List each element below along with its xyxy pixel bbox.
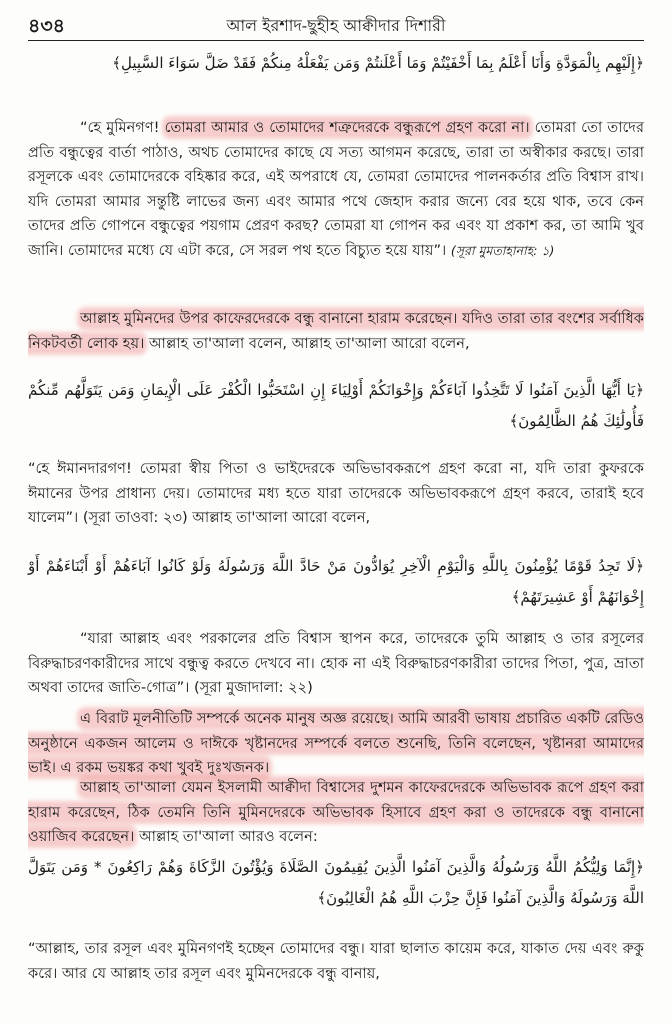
page-number: ৪৩৪: [28, 15, 66, 37]
translation-paragraph-3: [28, 457, 644, 531]
quote-open: “হে মুমিনগণ!: [80, 119, 165, 136]
body-text: তোমরা তো তাদের প্রতি বন্ধুত্বের বার্তা পাঠাও, অথচ তোমাদের কাছে যে সত্য আগমন করেছে, তারা তা অস্বীকার করছে। তারা রসূলকে এবং তোমাদেরকে বহিষ্কার করে, এই অপরাধে যে, তোমরা তোমাদের পালনকর্তার প্রতি বিশ্বাস রাখ। যদি তোমরা আমার সন্তুষ্টি লাভের জন্য এবং আমার পথে জেহাদ করার জন্যে বের হয়ে থাক, তবে কেন তাদের প্রতি গোপনে বন্ধুত্বের পয়গাম প্রেরণ করছ? তোমরা যা গোপন কর এবং যা প্রকাশ কর, তা আমি খুব জানি। তোমাদের মধ্যে যে এটা করে, সে সরল পথ হতে বিচ্যুত হয়ে যায়”।: [28, 119, 645, 259]
highlighted-text: আল্লাহ মুমিনদের উপর কাফেরদেরকে বন্ধু বানানো হারাম করেছেন। যদিও তারা তার বংশের সর্বাধিক নিকটবর্তী লোক হয়।: [28, 310, 644, 352]
paragraph-text: [28, 307, 644, 356]
translation-paragraph-4: [28, 627, 644, 701]
paragraph-text: “হে ঈমানদারগণ! তোমরা স্বীয় পিতা ও ভাইদেরকে অভিভাবকরূপে গ্রহণ করো না, যদি তারা কুফরকে ঈমানের উপর প্রাধান্য দেয়। তোমাদের মধ্য হতে যারা তাদেরকে অভিভাবকরূপে গ্রহণ করবে, তারাই হবে যালেম”। (সূরা তাওবা: ২৩) আল্লাহ তা'আলা আরো বলেন,: [28, 460, 644, 527]
arabic-verse-2: [28, 375, 644, 437]
paragraph-text: [28, 116, 644, 264]
paragraph-2: [28, 307, 644, 356]
arabic-text: ﴿إِلَيْهِم بِالْمَوَدَّةِ وَأَنَا أَعْلَمُ بِمَا أَخْفَيْتُمْ وَمَا أَعْلَنتُمْ وَمَن يَفْعَلْهُ مِنكُمْ فَقَدْ ضَلَّ سَوَاءَ السَّبِيلِ﴾: [112, 54, 644, 72]
paragraph-text: [28, 776, 644, 850]
arabic-text: ﴿إِنَّمَا وَلِيُّكُمُ اللَّهُ وَرَسُولُهُ وَالَّذِينَ آمَنُوا الَّذِينَ يُقِيمُونَ الصَّلَاةَ وَيُؤْتُونَ الزَّكَاةَ وَهُمْ رَاكِعُونَ * وَمَن يَتَوَلَّ اللَّهَ وَرَسُولَهُ وَالَّذِينَ آمَنُوا فَإِنَّ حِزْبَ اللَّهِ هُمُ الْغَالِبُونَ﴾: [28, 858, 644, 907]
translation-paragraph-1: [28, 116, 644, 264]
arabic-text: ﴿لَا تَجِدُ قَوْمًا يُؤْمِنُونَ بِاللَّهِ وَالْيَوْمِ الْآخِرِ يُوَادُّونَ مَنْ حَادَّ اللَّهَ وَرَسُولَهُ وَلَوْ كَانُوا آبَاءَهُمْ أَوْ أَبْنَاءَهُمْ أَوْ إِخْوَانَهُمْ أَوْ عَشِيرَتَهُمْ﴾: [28, 557, 644, 606]
page-header: [28, 12, 644, 36]
highlighted-text: এ বিরাট মূলনীতিটি সম্পর্কে অনেক মানুষ অজ্ঞ রয়েছে। আমি আরবী ভাষায় প্রচারিত একটি রেডিও অনুষ্ঠানে একজন আলেম ও দাঈকে খৃষ্টানদের সম্পর্কে বলতে শুনেছি, তিনি বলেছেন, খৃষ্টানরা আমাদের ভাই। এ রকম ভয়ঙ্কর কথা খুবই দুঃখজনক।: [28, 710, 644, 777]
paragraph-text: “আল্লাহ, তার রসূল এবং মুমিনগণই হচ্ছেন তোমাদের বন্ধু। যারা ছালাত কায়েম করে, যাকাত দেয় এবং রুকু করে। আর যে আল্লাহ তার রসূল এবং মুমিনদেরকে বন্ধু বানায়,: [28, 940, 644, 982]
arabic-verse-4: [28, 852, 644, 914]
body-text: আল্লাহ তা'আলা বলেন, আল্লাহ তা'আলা আরো বলেন,: [144, 334, 470, 352]
paragraph-text: [28, 707, 644, 781]
translation-paragraph-7: [28, 937, 644, 986]
arabic-text: ﴿يَا أَيُّهَا الَّذِينَ آمَنُوا لَا تَتَّخِذُوا آبَاءَكُمْ وَإِخْوَانَكُمْ أَوْلِيَاءَ إِنِ اسْتَحَبُّوا الْكُفْرَ عَلَى الْإِيمَانِ وَمَن يَتَوَلَّهُم مِّنكُمْ فَأُولَٰئِكَ هُمُ الظَّالِمُونَ﴾: [28, 381, 644, 430]
highlighted-text: আল্লাহ তা'আলা যেমন ইসলামী আক্বীদা বিশ্বাসের দুশমন কাফেরদেরকে অভিভাবক রূপে গ্রহণ করা হারাম করেছেন, ঠিক তেমনি তিনি মুমিনদেরকে অভিভাবক হিসাবে গ্রহণ করা ও তাদেরকে বন্ধু বানানো ওয়াজিব করেছেন।: [28, 779, 644, 846]
arabic-verse-3: [28, 551, 644, 613]
running-title: আল ইরশাদ-ছুহীহ আক্বীদার দিশারী: [226, 16, 446, 35]
citation: (সূরা মুমতাহানাহ: ১): [450, 242, 555, 258]
body-text: আল্লাহ তা'আলা আরও বলেন:: [134, 828, 318, 846]
header-rule: [28, 40, 644, 41]
highlighted-text: তোমরা আমার ও তোমাদের শত্রুদেরকে বন্ধুরূপে গ্রহণ করো না।: [164, 119, 530, 136]
paragraph-6: [28, 776, 644, 850]
paragraph-5: [28, 707, 644, 781]
arabic-verse-1: [28, 48, 644, 79]
paragraph-text: “যারা আল্লাহ এবং পরকালের প্রতি বিশ্বাস স্থাপন করে, তাদেরকে তুমি আল্লাহ ও তার রসূলের বিরুদ্ধাচরণকারীদের সাথে বন্ধুত্ব করতে দেখবে না। হোক না এই বিরুদ্ধাচরণকারীরা তাদের পিতা, পুত্র, ভ্রাতা অথবা তাদের জাতি-গোত্র”। (সূরা মুজাদালা: ২২): [28, 630, 644, 697]
